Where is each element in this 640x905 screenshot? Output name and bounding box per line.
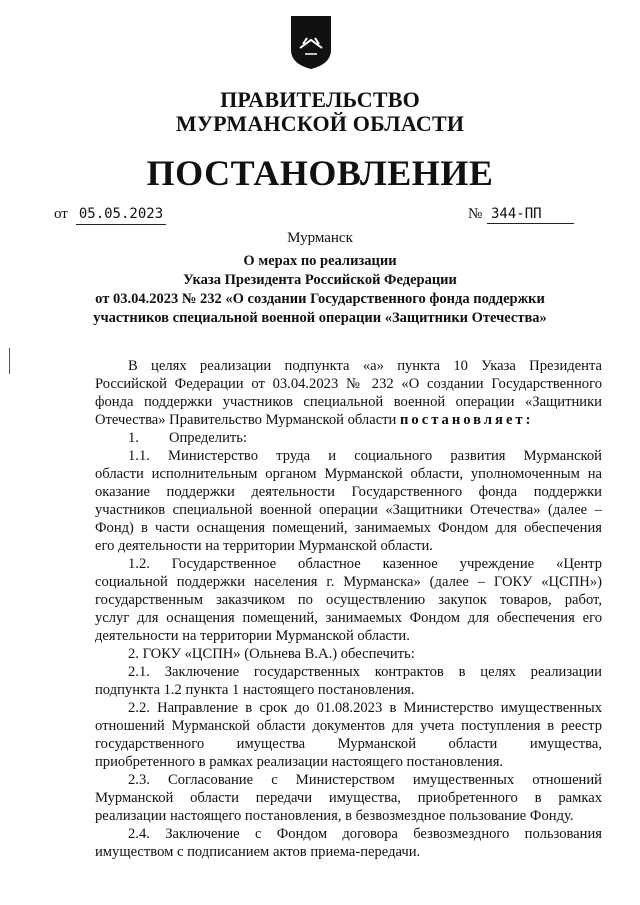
title-line1: О мерах по реализации	[243, 253, 397, 269]
body-line: 2.1. Заключение государственных контрактов в целях реализации	[128, 664, 602, 680]
body-line: 1.2. Государственное областное казенное учреждение «Центр	[128, 556, 602, 572]
body-line: 2. ГОКУ «ЦСПН» (Ольнева В.А.) обеспечить:	[128, 646, 415, 662]
body-line: Мурманской области передачи имущества, приобретенного в рамках	[95, 790, 602, 806]
body-line: оказание поддержки деятельности Государственного фонда поддержки	[95, 484, 602, 500]
body-line: области исполнительным органом Мурманской области, уполномоченным на	[95, 466, 602, 482]
number-label: №	[468, 206, 483, 222]
coat-of-arms-emblem	[289, 14, 333, 70]
body-line: его деятельности на территории Мурманской области.	[95, 538, 433, 554]
body-line: государственным заказчиком по осуществлению закупок товаров, работ,	[95, 592, 602, 608]
body-line	[128, 429, 602, 447]
body-text: Определить:	[168, 430, 247, 446]
org-name-line1: ПРАВИТЕЛЬСТВО	[220, 87, 420, 112]
body-text: Отечества» Правительство Мурманской области	[95, 412, 401, 428]
item-number: 1.	[128, 430, 139, 446]
date-label: от	[54, 206, 68, 222]
body-line: государственного имущества Мурманской области имущества,	[95, 736, 602, 752]
body-line: 2.3. Согласование с Министерством имущественных отношений	[128, 772, 602, 788]
body-line: 2.4. Заключение с Фондом договора безвозмездного пользования	[128, 826, 602, 842]
body-line: услуг для оснащения помещений, занимаемых Фондом для обеспечения его	[95, 610, 602, 626]
margin-mark	[9, 348, 10, 374]
body-line: социальной поддержки населения г. Мурманска» (далее – ГОКУ «ЦСПН»)	[95, 574, 602, 590]
body-line: В целях реализации подпункта «а» пункта 10 Указа Президента	[128, 358, 602, 374]
title-line4: участников специальной военной операции «Защитники Отечества»	[93, 310, 547, 326]
body-line: приобретенного в рамках реализации настоящего постановления.	[95, 754, 504, 770]
body-line: имуществом с подписанием актов приема-передачи.	[95, 844, 421, 860]
body-line: деятельности на территории Мурманской области.	[95, 628, 410, 644]
document-type: ПОСТАНОВЛЕНИЕ	[146, 153, 494, 193]
body-line: подпункта 1.2 пункта 1 настоящего постановления.	[95, 682, 415, 698]
body-line	[95, 411, 602, 429]
body-line: фонда поддержки участников специальной военной операции «Защитники	[95, 394, 602, 410]
body-line: реализации настоящего постановления, в безвозмездное пользование Фонду.	[95, 808, 574, 824]
body-line: 2.2. Направление в срок до 01.08.2023 в Министерство имущественных	[128, 700, 602, 716]
number-value: 344-ПП	[487, 204, 574, 224]
decree-verb: постановляет:	[400, 412, 534, 428]
city: Мурманск	[287, 230, 353, 246]
title-line2: Указа Президента Российской Федерации	[183, 272, 457, 288]
body-line: участников специальной военной операции «Защитники Отечества» (далее –	[95, 502, 602, 518]
body-line: Российской Федерации от 03.04.2023 № 232 «О создании Государственного	[95, 376, 602, 392]
title-line3: от 03.04.2023 № 232 «О создании Государственного фонда поддержки	[95, 291, 545, 307]
date-value: 05.05.2023	[76, 204, 166, 225]
body-line: отношений Мурманской области документов для учета поступления в реестр	[95, 718, 602, 734]
body-line: 1.1. Министерство труда и социального развития Мурманской	[128, 448, 602, 464]
body-line: Фонд) в части оснащения помещений, занимаемых Фондом для обеспечения	[95, 520, 602, 536]
org-name-line2: МУРМАНСКОЙ ОБЛАСТИ	[175, 111, 465, 136]
